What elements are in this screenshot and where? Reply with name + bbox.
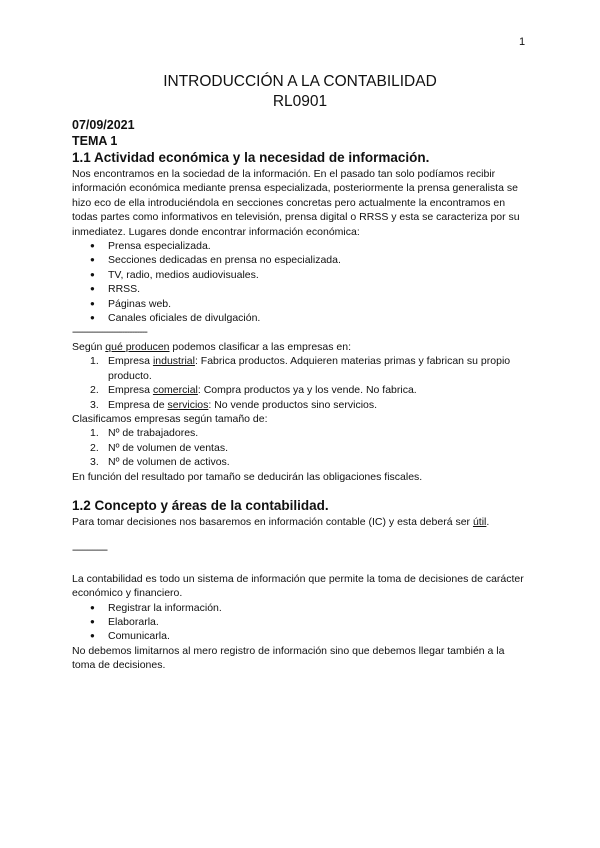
list-item: ● RRSS. [72, 282, 530, 296]
section-2-heading: 1.2 Concepto y áreas de la contabilidad. [72, 497, 329, 513]
separator-line: -------------- [72, 544, 107, 557]
section-1-conclusion: En función del resultado por tamaño se deducirán las obligaciones fiscales. [72, 470, 423, 483]
list-text: Nº de trabajadores. [108, 427, 199, 440]
list-number: 1. [90, 355, 99, 368]
list-item: ● TV, radio, medios audiovisuales. [72, 268, 530, 282]
page-number: 1 [519, 36, 526, 48]
text-fragment: podemos clasificar a las empresas en: [169, 340, 352, 353]
text-fragment: Según [72, 340, 106, 353]
section-1-heading: 1.1 Actividad económica y la necesidad de información. [72, 150, 430, 165]
company-size-list [72, 426, 530, 469]
list-number: 1. [90, 427, 99, 440]
section-1-intro: Nos encontramos en la sociedad de la información. En el pasado tan solo podíamos recibir información económica mediante prensa especializada, posteriormente la prensa generalista se hizo eco de ella introduciéndola en secciones concretas pero actualmente la encontramos en todas partes como informativos en televisión, prensa digital o RRSS y esta se caracteriza por su inmediatez. Lugares donde encontrar información económica: [72, 168, 520, 238]
underlined-term: comercial [152, 384, 198, 397]
text-fragment: Empresa de [108, 398, 168, 411]
list-item: ● Secciones dedicadas en prensa no especializada. [72, 253, 530, 267]
list-text: Nº de volumen de activos. [108, 456, 230, 469]
list-item: ● Canales oficiales de divulgación. [72, 311, 530, 325]
list-number: 3. [90, 456, 99, 469]
text-fragment: . [486, 515, 490, 528]
section-2-para-3: No debemos limitarnos al mero registro de información sino que debemos llegar también a la toma de decisiones. [72, 644, 505, 672]
underlined-term: qué producen [105, 340, 170, 353]
list-item [72, 455, 530, 469]
document-body [72, 117, 530, 673]
underlined-term: industrial [152, 355, 195, 368]
text-fragment: Para tomar decisiones nos basaremos en información contable (IC) y esta deberá ser [72, 515, 473, 528]
accounting-functions-list [72, 601, 530, 644]
text-fragment: Empresa [108, 384, 153, 397]
text-fragment: : No vende productos sino servicios. [208, 398, 378, 411]
list-item: ● Elaborarla. [72, 615, 530, 629]
list-item: ● Prensa especializada. [72, 239, 530, 253]
info-sources-list [72, 239, 530, 325]
list-item [72, 398, 530, 412]
title-line-1: INTRODUCCIÓN A LA CONTABILIDAD [163, 73, 437, 90]
section-2-para-2: La contabilidad es todo un sistema de información que permite la toma de decisiones de carácter económico y financiero. [72, 572, 524, 600]
section-2-para-1 [72, 515, 530, 529]
underlined-term: útil [472, 515, 487, 528]
list-number: 2. [90, 384, 99, 397]
text-fragment: : Compra productos ya y los vende. No fabrica. [197, 384, 417, 397]
list-item [72, 383, 530, 397]
list-item: ● Comunicarla. [72, 629, 530, 643]
company-types-list [72, 354, 530, 412]
text-fragment: Empresa [108, 355, 153, 368]
list-item [72, 426, 530, 440]
title-line-2: RL0901 [272, 93, 328, 110]
topic-label: TEMA 1 [72, 134, 118, 148]
list-number: 3. [90, 398, 99, 411]
underlined-term: servicios [167, 398, 209, 411]
list-number: 2. [90, 441, 99, 454]
document-date: 07/09/2021 [72, 118, 135, 132]
document-title [0, 72, 600, 112]
list-item [72, 441, 530, 455]
list-text: Nº de volumen de ventas. [108, 441, 228, 454]
size-intro: Clasificamos empresas según tamaño de: [72, 412, 268, 425]
text-fragment: : Fabrica productos. Adquieren materias primas y fabrican su propio producto. [108, 355, 511, 382]
classify-intro [72, 340, 530, 354]
separator-line: ------------------------------ [72, 326, 147, 339]
list-item [72, 354, 530, 383]
list-item: ● Registrar la información. [72, 601, 530, 615]
list-item: ● Páginas web. [72, 297, 530, 311]
